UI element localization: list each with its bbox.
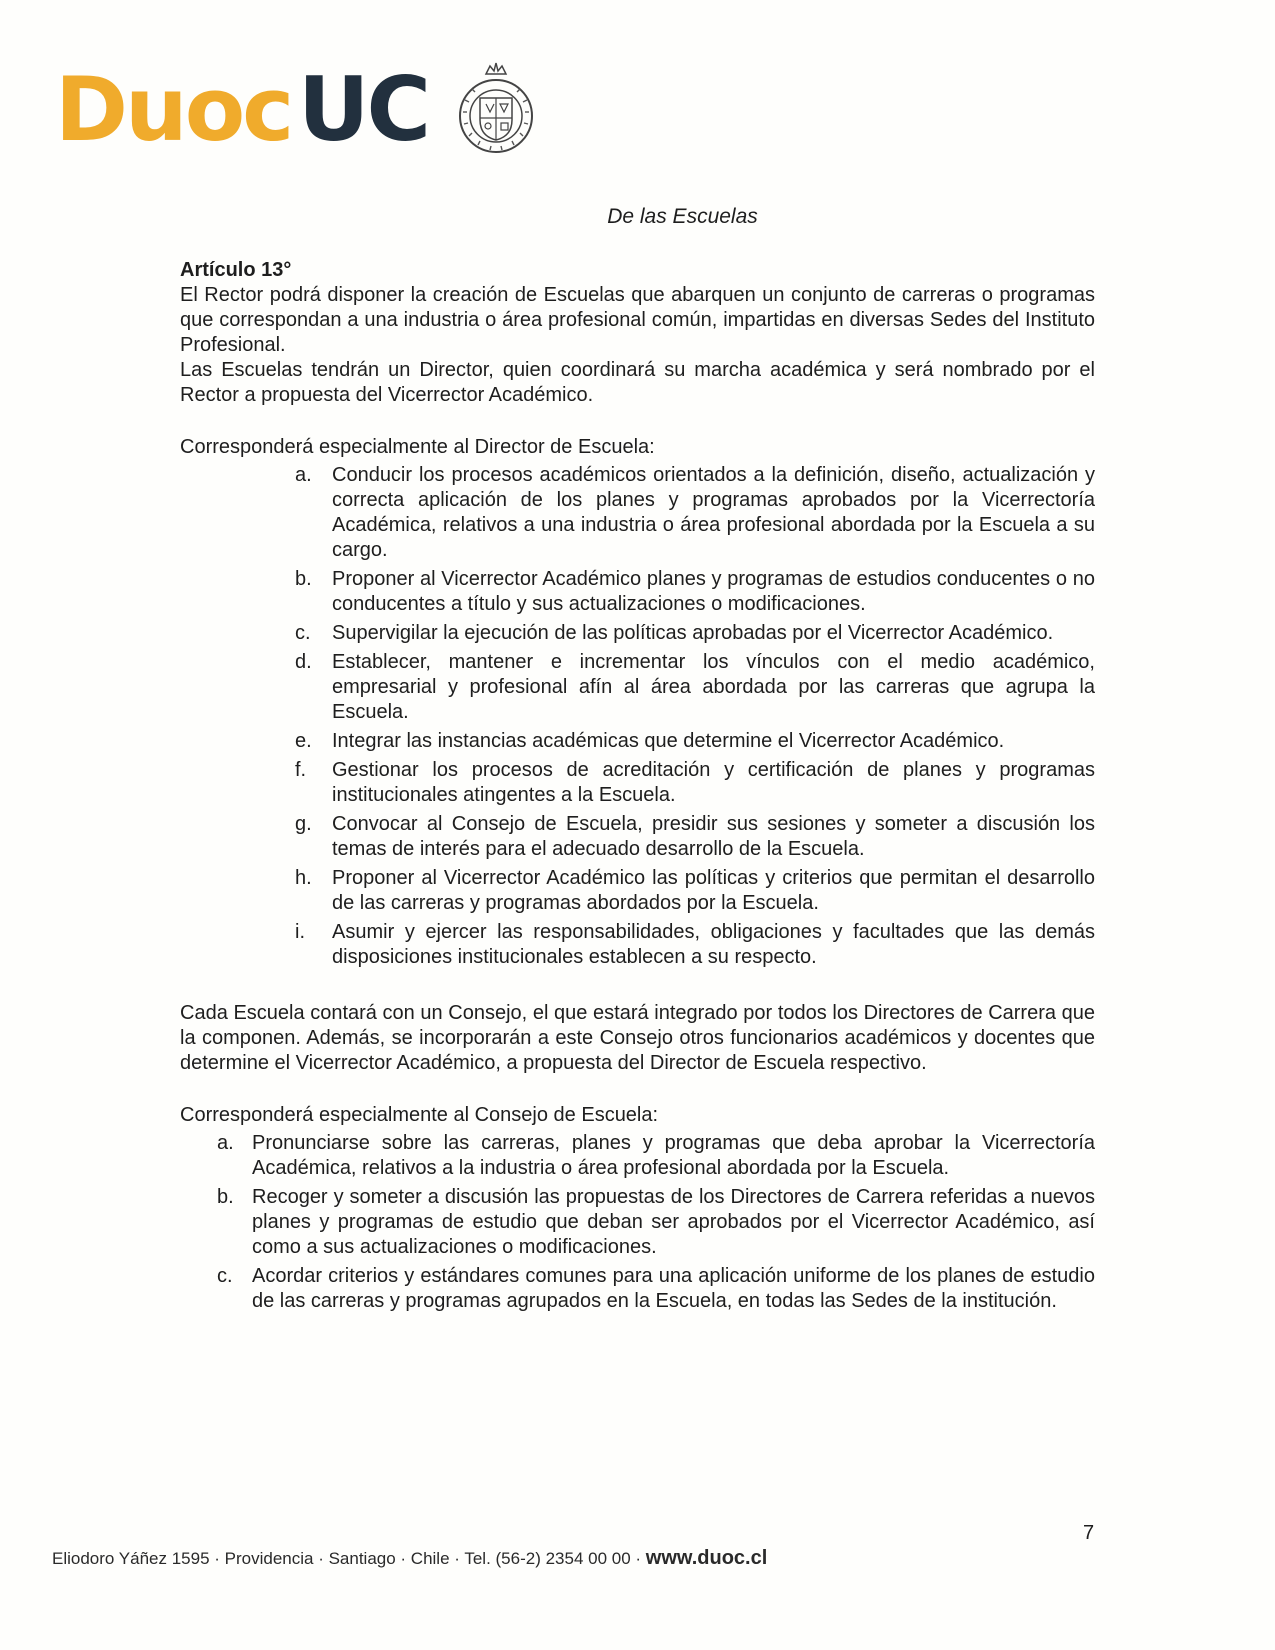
list-marker: i. [295, 921, 305, 943]
list-item [180, 463, 1095, 563]
list-item-text: Pronunciarse sobre las carreras, planes y programas que deba aprobar la Vicerrectoría Académica, relativos a la industria o área profesional abordada por la Escuela. [252, 1132, 1095, 1179]
list-item [180, 621, 1095, 646]
list-marker: d. [295, 651, 312, 673]
list-item [180, 729, 1095, 754]
spacer [180, 1076, 1095, 1103]
list-marker: f. [295, 759, 307, 781]
list-item-text: Proponer al Vicerrector Académico planes y programas de estudios conducentes o no conducentes a título y sus actualizaciones o modificaciones. [332, 568, 1095, 615]
list-item [180, 866, 1095, 916]
list-item [180, 812, 1095, 862]
list-item [180, 1264, 1095, 1314]
list-item [180, 920, 1095, 970]
paragraph: Cada Escuela contará con un Consejo, el que estará integrado por todos los Directores de Carrera que la componen. Además, se incorporarán a este Consejo otros funcionarios académicos y docentes que determine el Vicerrector Académico, a propuesta del Director de Escuela respectivo. [180, 1002, 1095, 1074]
spacer [180, 974, 1095, 1001]
director-duties-list [180, 463, 1095, 970]
footer-website-link[interactable]: www.duoc.cl [645, 1547, 768, 1569]
logo-uc-text: UC [298, 58, 429, 161]
list-item-text: Proponer al Vicerrector Académico las políticas y criterios que permitan el desarrollo de las carreras y programas abordados por la Escuela. [332, 867, 1095, 914]
article-heading: Artículo 13° [180, 259, 292, 281]
list-marker: e. [295, 730, 312, 752]
list-marker: c. [295, 622, 311, 644]
list-item [180, 1185, 1095, 1260]
list-item-text: Supervigilar la ejecución de las políticas aprobadas por el Vicerrector Académico. [332, 622, 1054, 644]
list-intro: Corresponderá especialmente al Consejo de Escuela: [180, 1104, 659, 1126]
university-seal-icon [450, 60, 542, 160]
list-item-text: Recoger y someter a discusión las propuestas de los Directores de Carrera referidas a nuevos planes y programas de estudio que deban ser aprobados por el Vicerrector Académico, así como a sus actualizaciones o modificaciones. [252, 1186, 1095, 1258]
list-marker: a. [217, 1132, 234, 1154]
list-marker: g. [295, 813, 312, 835]
list-item-text: Acordar criterios y estándares comunes para una aplicación uniforme de los planes de estudio de las carreras y programas agrupados en la Escuela, en todas las Sedes de la institución. [252, 1265, 1095, 1312]
list-item [180, 650, 1095, 725]
list-marker: c. [217, 1265, 233, 1287]
list-item-text: Asumir y ejercer las responsabilidades, obligaciones y facultades que las demás disposiciones institucionales establecen a su respecto. [332, 921, 1095, 968]
list-item-text: Gestionar los procesos de acreditación y certificación de planes y programas institucionales atingentes a la Escuela. [332, 759, 1095, 806]
list-item [180, 758, 1095, 808]
list-marker: b. [295, 568, 312, 590]
list-item-text: Establecer, mantener e incrementar los vínculos con el medio académico, empresarial y profesional afín al área abordada por las carreras que agrupa la Escuela. [332, 651, 1095, 723]
article-content [180, 258, 1095, 1318]
paragraph: Las Escuelas tendrán un Director, quien coordinará su marcha académica y será nombrado por el Rector a propuesta del Vicerrector Académico. [180, 359, 1095, 406]
list-marker: a. [295, 464, 312, 486]
paragraph: El Rector podrá disponer la creación de Escuelas que abarquen un conjunto de carreras o programas que correspondan a una industria o área profesional común, impartidas en diversas Sedes del Instituto Profesional. [180, 284, 1095, 356]
list-item [180, 1131, 1095, 1181]
council-duties-list [180, 1131, 1095, 1314]
list-marker: b. [217, 1186, 234, 1208]
list-item-text: Conducir los procesos académicos orientados a la definición, diseño, actualización y correcta aplicación de los planes y programas aprobados por la Vicerrectoría Académica, relativos a una industria o área profesional abordada por la Escuela a su cargo. [332, 464, 1095, 561]
logo-duoc-text: Duoc [55, 58, 292, 161]
footer-address: Eliodoro Yáñez 1595 · Providencia · Santiago · Chile · Tel. (56-2) 2354 00 00 · [52, 1549, 646, 1568]
list-intro: Corresponderá especialmente al Director de Escuela: [180, 436, 655, 458]
list-item [180, 567, 1095, 617]
list-item-text: Convocar al Consejo de Escuela, presidir sus sesiones y someter a discusión los temas de interés para el adecuado desarrollo de la Escuela. [332, 813, 1095, 860]
duoc-uc-logo [55, 60, 515, 170]
list-item-text: Integrar las instancias académicas que determine el Vicerrector Académico. [332, 730, 1005, 752]
footer [52, 1547, 767, 1570]
page-number: 7 [1083, 1522, 1095, 1544]
section-title: De las Escuelas [607, 205, 758, 228]
spacer [180, 408, 1095, 435]
list-marker: h. [295, 867, 312, 889]
